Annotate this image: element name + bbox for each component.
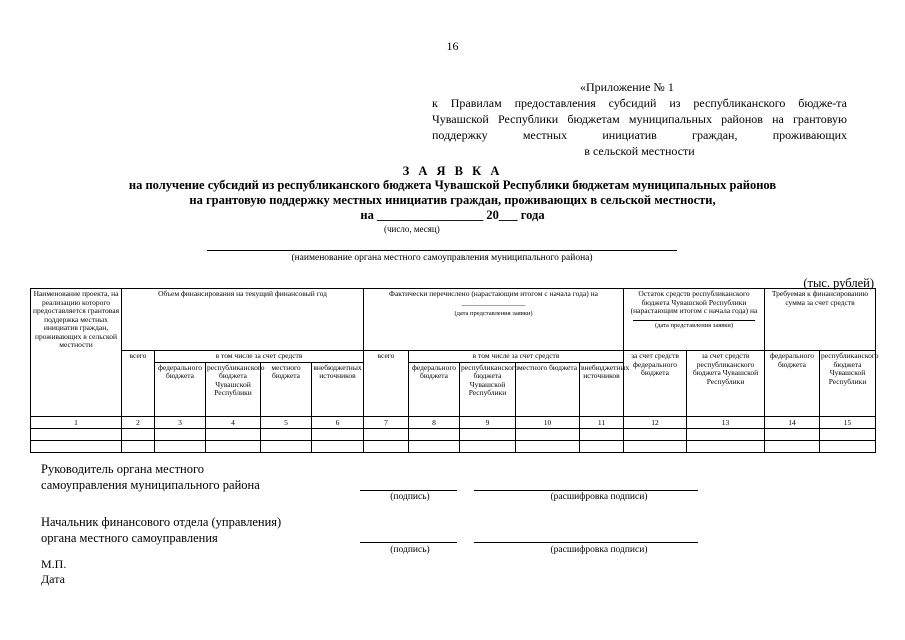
finance-decode-hint: (расшифровка подписи) xyxy=(550,545,648,555)
header-remain-text: Остаток средств республиканского бюджета Чувашской Республики (нарастающим итогом с начала года) на xyxy=(630,289,758,315)
subtitle-line-3: на _________________ 20___ года xyxy=(360,208,545,222)
stamp-label: М.П. xyxy=(41,557,67,571)
application-table xyxy=(30,288,879,453)
finance-label-line2: органа местного самоуправления xyxy=(41,531,218,545)
col-num: 11 xyxy=(580,416,624,428)
col-num: 13 xyxy=(687,416,765,428)
header-project: Наименование проекта, на реализацию которого предоставляется грантовая поддержка местных инициатив граждан, проживающих в сельской местности xyxy=(31,289,122,417)
stamp-date-block xyxy=(41,557,66,587)
finance-signature-line xyxy=(360,542,457,543)
header-remain xyxy=(624,289,765,351)
col-num: 14 xyxy=(765,416,820,428)
col-num: 2 xyxy=(122,416,155,428)
header-volume-total: всего xyxy=(122,351,155,417)
col-num: 3 xyxy=(155,416,206,428)
header-volume-local: местного бюджета xyxy=(261,362,312,416)
col-num: 4 xyxy=(206,416,261,428)
document-title: З А Я В К А xyxy=(402,164,503,178)
header-actual-federal: федерального бюджета xyxy=(409,362,460,416)
head-signature-line xyxy=(360,490,457,491)
header-req-federal: федерального бюджета xyxy=(765,351,820,417)
col-num: 8 xyxy=(409,416,460,428)
head-decode-line xyxy=(474,490,698,491)
header-volume-federal: федерального бюджета xyxy=(155,362,206,416)
header-actual-including: в том числе за счет средств xyxy=(409,351,624,363)
finance-decode-line xyxy=(474,542,698,543)
header-req-republican: республиканского бюджета Чувашской Республики xyxy=(820,351,876,417)
header-actual-republican: республиканского бюджета Чувашской Республики xyxy=(460,362,516,416)
page-number: 16 xyxy=(446,39,459,53)
org-name-hint: (наименование органа местного самоуправления муниципального района) xyxy=(291,253,593,263)
finance-signature-label xyxy=(41,514,281,546)
header-actual-hint: (дата представления заявки) xyxy=(454,310,533,317)
units-label: (тыс. рублей) xyxy=(803,276,874,290)
col-num: 10 xyxy=(516,416,580,428)
header-actual xyxy=(364,289,624,351)
appendix-header xyxy=(432,79,847,159)
col-num: 12 xyxy=(624,416,687,428)
head-label-line1: Руководитель органа местного xyxy=(41,462,205,476)
header-actual-extrabudget: внебюджетных источников xyxy=(580,362,624,416)
subtitle-line-2: на грантовую поддержку местных инициатив граждан, проживающих в сельской местности, xyxy=(189,193,716,207)
col-num: 5 xyxy=(261,416,312,428)
header-remain-federal: за счет средств федерального бюджета xyxy=(624,351,687,417)
head-decode-hint: (расшифровка подписи) xyxy=(550,492,648,502)
appendix-last-line: в сельской местности xyxy=(584,144,695,158)
header-actual-text: Фактически перечислено (нарастающим итогом с начала года) на _________________ xyxy=(389,289,598,307)
header-volume-republican: республиканского бюджета Чувашской Республики xyxy=(206,362,261,416)
head-label-line2: самоуправления муниципального района xyxy=(41,478,260,492)
header-volume-extrabudget: внебюджетных источников xyxy=(312,362,364,416)
subtitle-line-1: на получение субсидий из республиканского бюджета Чувашской Республики бюджетам муниципальных районов xyxy=(128,178,777,192)
column-numbers-row xyxy=(31,416,876,428)
header-volume: Объем финансирования на текущий финансовый год xyxy=(122,289,364,351)
finance-signature-hint: (подпись) xyxy=(390,545,430,555)
org-name-line xyxy=(207,250,677,251)
date-label: Дата xyxy=(41,572,65,586)
document-subtitle xyxy=(0,178,905,223)
header-actual-local: местного бюджета xyxy=(516,362,580,416)
head-signature-hint: (подпись) xyxy=(390,492,430,502)
header-remain-hint: (дата представления заявки) xyxy=(633,320,755,331)
header-volume-including: в том числе за счет средств xyxy=(155,351,364,363)
col-num: 9 xyxy=(460,416,516,428)
header-remain-republican: за счет средств республиканского бюджета Чувашской Республики xyxy=(687,351,765,417)
finance-label-line1: Начальник финансового отдела (управления) xyxy=(41,515,282,529)
col-num: 6 xyxy=(312,416,364,428)
head-signature-label xyxy=(41,461,260,493)
col-num: 15 xyxy=(820,416,876,428)
table-row xyxy=(31,428,876,440)
appendix-title: «Приложение № 1 xyxy=(580,80,674,94)
header-actual-total: всего xyxy=(364,351,409,417)
col-num: 1 xyxy=(31,416,122,428)
date-hint: (число, месяц) xyxy=(384,224,440,234)
col-num: 7 xyxy=(364,416,409,428)
table-row xyxy=(31,440,876,452)
appendix-body: к Правилам предоставления субсидий из республиканского бюдже-та Чувашской Республики бюджетам муниципальных районов на грантовую поддержку местных инициатив граждан, проживающих xyxy=(432,96,847,142)
header-required: Требуемая к финансированию сумма за счет средств xyxy=(765,289,876,351)
